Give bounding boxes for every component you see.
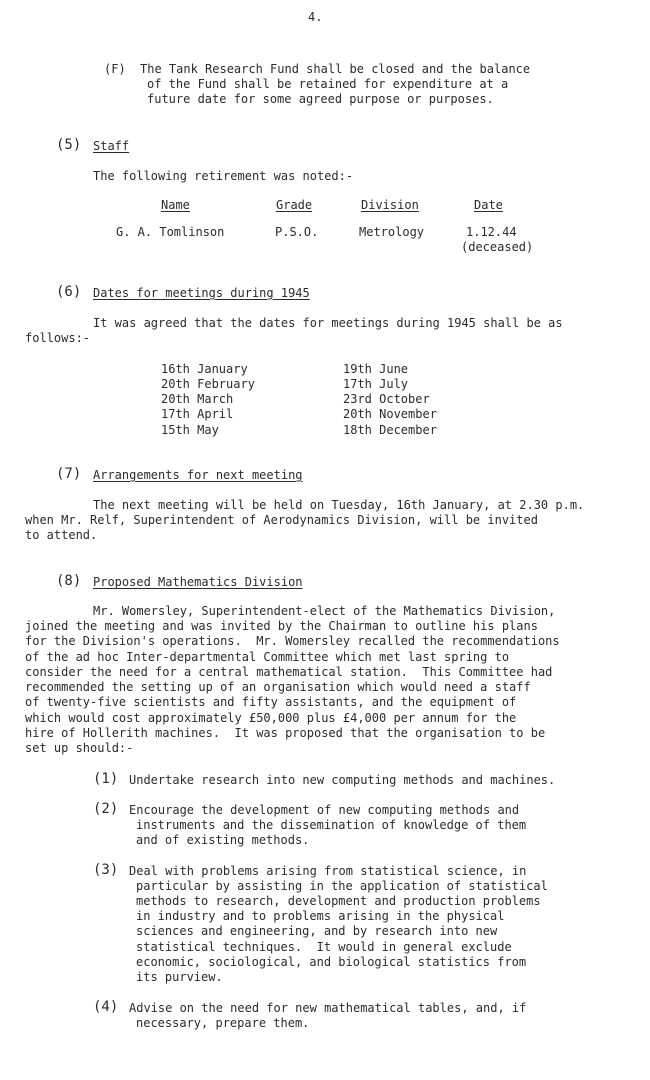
- list-item-line: its purview.: [136, 970, 223, 984]
- list-item-line: methods to research, development and production problems: [136, 894, 541, 908]
- staff-grade: P.S.O.: [275, 225, 319, 239]
- staff-division: Metrology: [359, 225, 425, 239]
- section-6-intro-line: follows:-: [25, 331, 91, 345]
- list-item-line: instruments and the dissemination of knowledge of them: [136, 818, 527, 832]
- staff-note: (deceased): [461, 240, 534, 254]
- section-6-intro-line: It was agreed that the dates for meetings during 1945 shall be as: [93, 316, 563, 330]
- section-8-number: (8): [56, 573, 82, 589]
- list-item-line: statistical techniques. It would in general exclude: [136, 940, 512, 954]
- list-item-marker: (4): [93, 999, 119, 1015]
- item-f-line: of the Fund shall be retained for expenditure at a: [147, 77, 509, 91]
- list-item-marker: (1): [93, 771, 119, 787]
- meeting-date: 20th February: [161, 377, 255, 391]
- section-5-number: (5): [56, 137, 82, 153]
- list-item-line: Deal with problems arising from statistical science, in: [129, 864, 527, 878]
- meeting-date: 16th January: [161, 362, 248, 376]
- meeting-date: 15th May: [161, 423, 219, 437]
- section-8-line: of the ad hoc Inter-departmental Committee which met last spring to: [25, 650, 510, 664]
- meeting-date: 17th July: [343, 377, 409, 391]
- list-item-line: and of existing methods.: [136, 833, 310, 847]
- meeting-date: 17th April: [161, 407, 234, 421]
- col-header-division: Division: [361, 198, 419, 212]
- section-8-line: which would cost approximately £50,000 plus £4,000 per annum for the: [25, 711, 517, 725]
- list-item-line: Encourage the development of new computing methods and: [129, 803, 520, 817]
- col-header-name: Name: [161, 198, 190, 212]
- list-item-line: in industry and to problems arising in the physical: [136, 909, 505, 923]
- section-8-line: for the Division's operations. Mr. Womersley recalled the recommendations: [25, 634, 560, 648]
- section-6-title: Dates for meetings during 1945: [93, 286, 310, 300]
- item-f-line: future date for some agreed purpose or purposes.: [147, 92, 494, 106]
- section-8-line: recommended the setting up of an organisation which would need a staff: [25, 680, 531, 694]
- list-item-line: particular by assisting in the application of statistical: [136, 879, 548, 893]
- meeting-date: 19th June: [343, 362, 409, 376]
- page-number: 4.: [308, 10, 323, 24]
- section-7-line: to attend.: [25, 528, 98, 542]
- section-7-line: The next meeting will be held on Tuesday, 16th January, at 2.30 p.m.: [93, 498, 585, 512]
- section-8-line: set up should:-: [25, 741, 134, 755]
- section-8-title: Proposed Mathematics Division: [93, 575, 303, 589]
- col-header-grade: Grade: [276, 198, 313, 212]
- item-f-marker: (F): [104, 62, 126, 76]
- section-8-line: hire of Hollerith machines. It was proposed that the organisation to be: [25, 726, 546, 740]
- list-item-line: sciences and engineering, and by research into new: [136, 924, 498, 938]
- meeting-date: 20th November: [343, 407, 437, 421]
- meeting-date: 18th December: [343, 423, 437, 437]
- section-8-line: consider the need for a central mathematical station. This Committee had: [25, 665, 553, 679]
- staff-name: G. A. Tomlinson: [116, 225, 225, 239]
- section-8-line: Mr. Womersley, Superintendent-elect of the Mathematics Division,: [93, 604, 556, 618]
- section-5-title: Staff: [93, 139, 130, 153]
- staff-date: 1.12.44: [466, 225, 517, 239]
- list-item-line: Undertake research into new computing methods and machines.: [129, 773, 556, 787]
- meeting-date: 20th March: [161, 392, 234, 406]
- section-8-line: joined the meeting and was invited by the Chairman to outline his plans: [25, 619, 538, 633]
- section-6-number: (6): [56, 284, 82, 300]
- list-item-line: necessary, prepare them.: [136, 1016, 310, 1030]
- list-item-marker: (2): [93, 801, 119, 817]
- section-7-title: Arrangements for next meeting: [93, 468, 303, 482]
- list-item-marker: (3): [93, 862, 119, 878]
- col-header-date: Date: [474, 198, 503, 212]
- section-7-number: (7): [56, 466, 82, 482]
- meeting-date: 23rd October: [343, 392, 430, 406]
- item-f-line: The Tank Research Fund shall be closed and the balance: [140, 62, 531, 76]
- section-7-line: when Mr. Relf, Superintendent of Aerodynamics Division, will be invited: [25, 513, 538, 527]
- section-5-intro: The following retirement was noted:-: [93, 169, 354, 183]
- list-item-line: Advise on the need for new mathematical tables, and, if: [129, 1001, 527, 1015]
- list-item-line: economic, sociological, and biological statistics from: [136, 955, 527, 969]
- section-8-line: of twenty-five scientists and fifty assistants, and the equipment of: [25, 695, 517, 709]
